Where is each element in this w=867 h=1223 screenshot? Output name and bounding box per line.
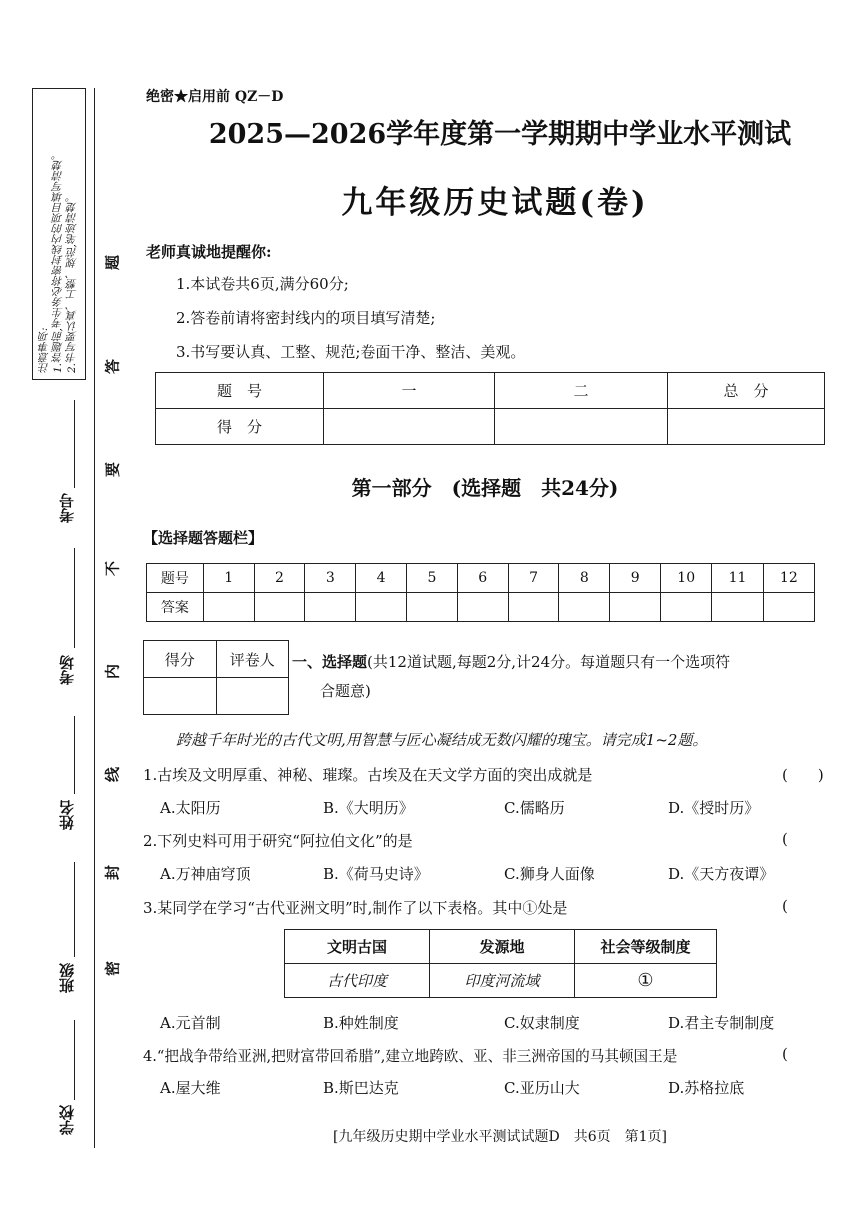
answer-cell[interactable] <box>508 593 559 622</box>
grader-name-label: 评卷人 <box>216 641 289 678</box>
answer-cell[interactable] <box>305 593 356 622</box>
option[interactable]: A.屋大维 <box>160 1079 221 1097</box>
score-row-label: 得 分 <box>156 409 324 445</box>
school-line[interactable] <box>74 1020 75 1100</box>
civ-cell: 印度河流域 <box>430 964 575 998</box>
name-line[interactable] <box>74 716 75 794</box>
option[interactable]: B.斯巴达克 <box>323 1079 399 1097</box>
answer-cell[interactable] <box>763 593 814 622</box>
answer-cell[interactable] <box>559 593 610 622</box>
question-number: 10 <box>661 564 712 593</box>
seal-char: 内 <box>103 664 122 680</box>
notice-line-2: 2.书写要认真、工整、规范,笔迹清楚。 <box>66 191 78 373</box>
question-number: 1 <box>203 564 254 593</box>
answer-bar-q-label: 题号 <box>147 564 204 593</box>
question-number: 4 <box>356 564 407 593</box>
option[interactable]: D.君主专制制度 <box>668 1014 775 1032</box>
grader-table <box>143 640 289 715</box>
field-name: 姓名 <box>58 800 76 830</box>
answer-paren[interactable]: ( <box>782 897 788 915</box>
seal-char: 密 <box>103 961 122 977</box>
field-exam-room: 考场 <box>58 655 76 685</box>
answer-cell[interactable] <box>203 593 254 622</box>
option[interactable]: C.儒略历 <box>504 799 565 817</box>
reminder-rule: 2.答卷前请将密封线内的项目填写清楚; <box>176 309 436 327</box>
option[interactable]: D.《授时历》 <box>668 799 760 817</box>
grader-score-label: 得分 <box>144 641 217 678</box>
question-number: 11 <box>712 564 763 593</box>
seal-line <box>94 88 95 1148</box>
option[interactable]: D.苏格拉底 <box>668 1079 745 1097</box>
question-number: 9 <box>610 564 661 593</box>
answer-cell[interactable] <box>407 593 458 622</box>
answer-cell[interactable] <box>254 593 305 622</box>
question-number: 7 <box>508 564 559 593</box>
civilization-table <box>284 929 717 998</box>
civ-header: 社会等级制度 <box>575 930 717 964</box>
exam-title: 2025—2026学年度第一学期期中学业水平测试 <box>208 119 792 150</box>
exam-room-line[interactable] <box>74 548 75 648</box>
exam-number-line[interactable] <box>74 400 75 488</box>
answer-bar-title: 【选择题答题栏】 <box>143 529 264 547</box>
section-desc-1: (共12道试题,每题2分,计24分。每道题只有一个选项符 <box>367 653 731 671</box>
option[interactable]: A.太阳历 <box>160 799 221 817</box>
answer-cell[interactable] <box>712 593 763 622</box>
answer-cell[interactable] <box>356 593 407 622</box>
score-row-label: 题 号 <box>156 373 324 409</box>
class-line[interactable] <box>74 862 75 957</box>
option[interactable]: C.亚历山大 <box>504 1079 580 1097</box>
secret-mark: 绝密★启用前 QZ－D <box>146 89 284 105</box>
option[interactable]: A.元首制 <box>160 1014 221 1032</box>
section-label: 一、选择题 <box>292 653 368 671</box>
answer-cell[interactable] <box>610 593 661 622</box>
option[interactable]: B.《荷马史诗》 <box>323 865 429 883</box>
question-number: 2 <box>254 564 305 593</box>
grader-name-cell[interactable] <box>216 678 289 715</box>
option[interactable]: C.奴隶制度 <box>504 1014 580 1032</box>
intro-text: 跨越千年时光的古代文明,用智慧与匠心凝结成无数闪耀的瑰宝。请完成1~2题。 <box>176 731 708 749</box>
answer-paren[interactable]: ( ) <box>782 766 824 784</box>
notice-box <box>32 88 86 380</box>
answer-paren[interactable]: ( <box>782 830 788 848</box>
question-stem: 1.古埃及文明厚重、神秘、璀璨。古埃及在天文学方面的突出成就是 <box>143 766 593 784</box>
option[interactable]: B.种姓制度 <box>323 1014 399 1032</box>
reminder-rule: 1.本试卷共6页,满分60分; <box>176 275 349 293</box>
seal-char: 题 <box>103 255 122 271</box>
field-school: 学校 <box>58 1105 76 1135</box>
score-cell[interactable] <box>495 409 668 445</box>
civ-header: 发源地 <box>430 930 575 964</box>
answer-paren[interactable]: ( <box>782 1045 788 1063</box>
civ-cell-blank-marker: ① <box>575 964 717 998</box>
answer-bar-a-label: 答案 <box>147 593 204 622</box>
field-exam-number: 考号 <box>58 493 76 523</box>
option[interactable]: A.万神庙穹顶 <box>160 865 251 883</box>
question-number: 5 <box>407 564 458 593</box>
answer-bar-table <box>146 563 815 622</box>
answer-cell[interactable] <box>457 593 508 622</box>
question-number: 12 <box>763 564 814 593</box>
seal-char: 要 <box>103 462 122 478</box>
option[interactable]: D.《天方夜谭》 <box>668 865 775 883</box>
section-desc-2: 合题意) <box>320 682 371 700</box>
page-footer: [九年级历史期中学业水平测试试题D 共6页 第1页] <box>333 1129 667 1145</box>
field-class: 班级 <box>58 963 76 993</box>
question-stem: 4.“把战争带给亚洲,把财富带回希腊”,建立地跨欧、亚、非三洲帝国的马其顿国王是 <box>143 1048 678 1065</box>
seal-char: 线 <box>103 767 122 783</box>
option[interactable]: C.狮身人面像 <box>504 865 595 883</box>
answer-cell[interactable] <box>661 593 712 622</box>
civ-cell: 古代印度 <box>285 964 430 998</box>
seal-char: 不 <box>103 561 122 577</box>
score-table <box>155 372 825 445</box>
civ-header: 文明古国 <box>285 930 430 964</box>
reminder-heading: 老师真诚地提醒你: <box>146 243 272 261</box>
seal-char: 封 <box>103 865 122 881</box>
section-heading <box>292 648 832 706</box>
exam-subtitle: 九年级历史试题(卷) <box>341 185 649 221</box>
notice-title: 注意事项: <box>38 327 50 373</box>
seal-char: 答 <box>103 359 122 375</box>
question-number: 6 <box>457 564 508 593</box>
notice-line-1: 1.答题前,考生务必将密封线内的项目填写清楚。 <box>52 149 64 373</box>
reminder-rule: 3.书写要认真、工整、规范;卷面干净、整洁、美观。 <box>176 343 526 361</box>
grader-score-cell[interactable] <box>144 678 217 715</box>
notice-text <box>37 95 81 373</box>
question-stem: 3.某同学在学习“古代亚洲文明”时,制作了以下表格。其中①处是 <box>143 899 568 917</box>
part-one-title: 第一部分 (选择题 共24分) <box>351 476 619 500</box>
question-number: 8 <box>559 564 610 593</box>
question-number: 3 <box>305 564 356 593</box>
score-col-header: 二 <box>495 373 668 409</box>
score-cell[interactable] <box>324 409 495 445</box>
score-col-header: 一 <box>324 373 495 409</box>
question-stem: 2.下列史料可用于研究“阿拉伯文化”的是 <box>143 832 413 850</box>
score-col-header: 总 分 <box>668 373 825 409</box>
option[interactable]: B.《大明历》 <box>323 799 414 817</box>
score-cell[interactable] <box>668 409 825 445</box>
